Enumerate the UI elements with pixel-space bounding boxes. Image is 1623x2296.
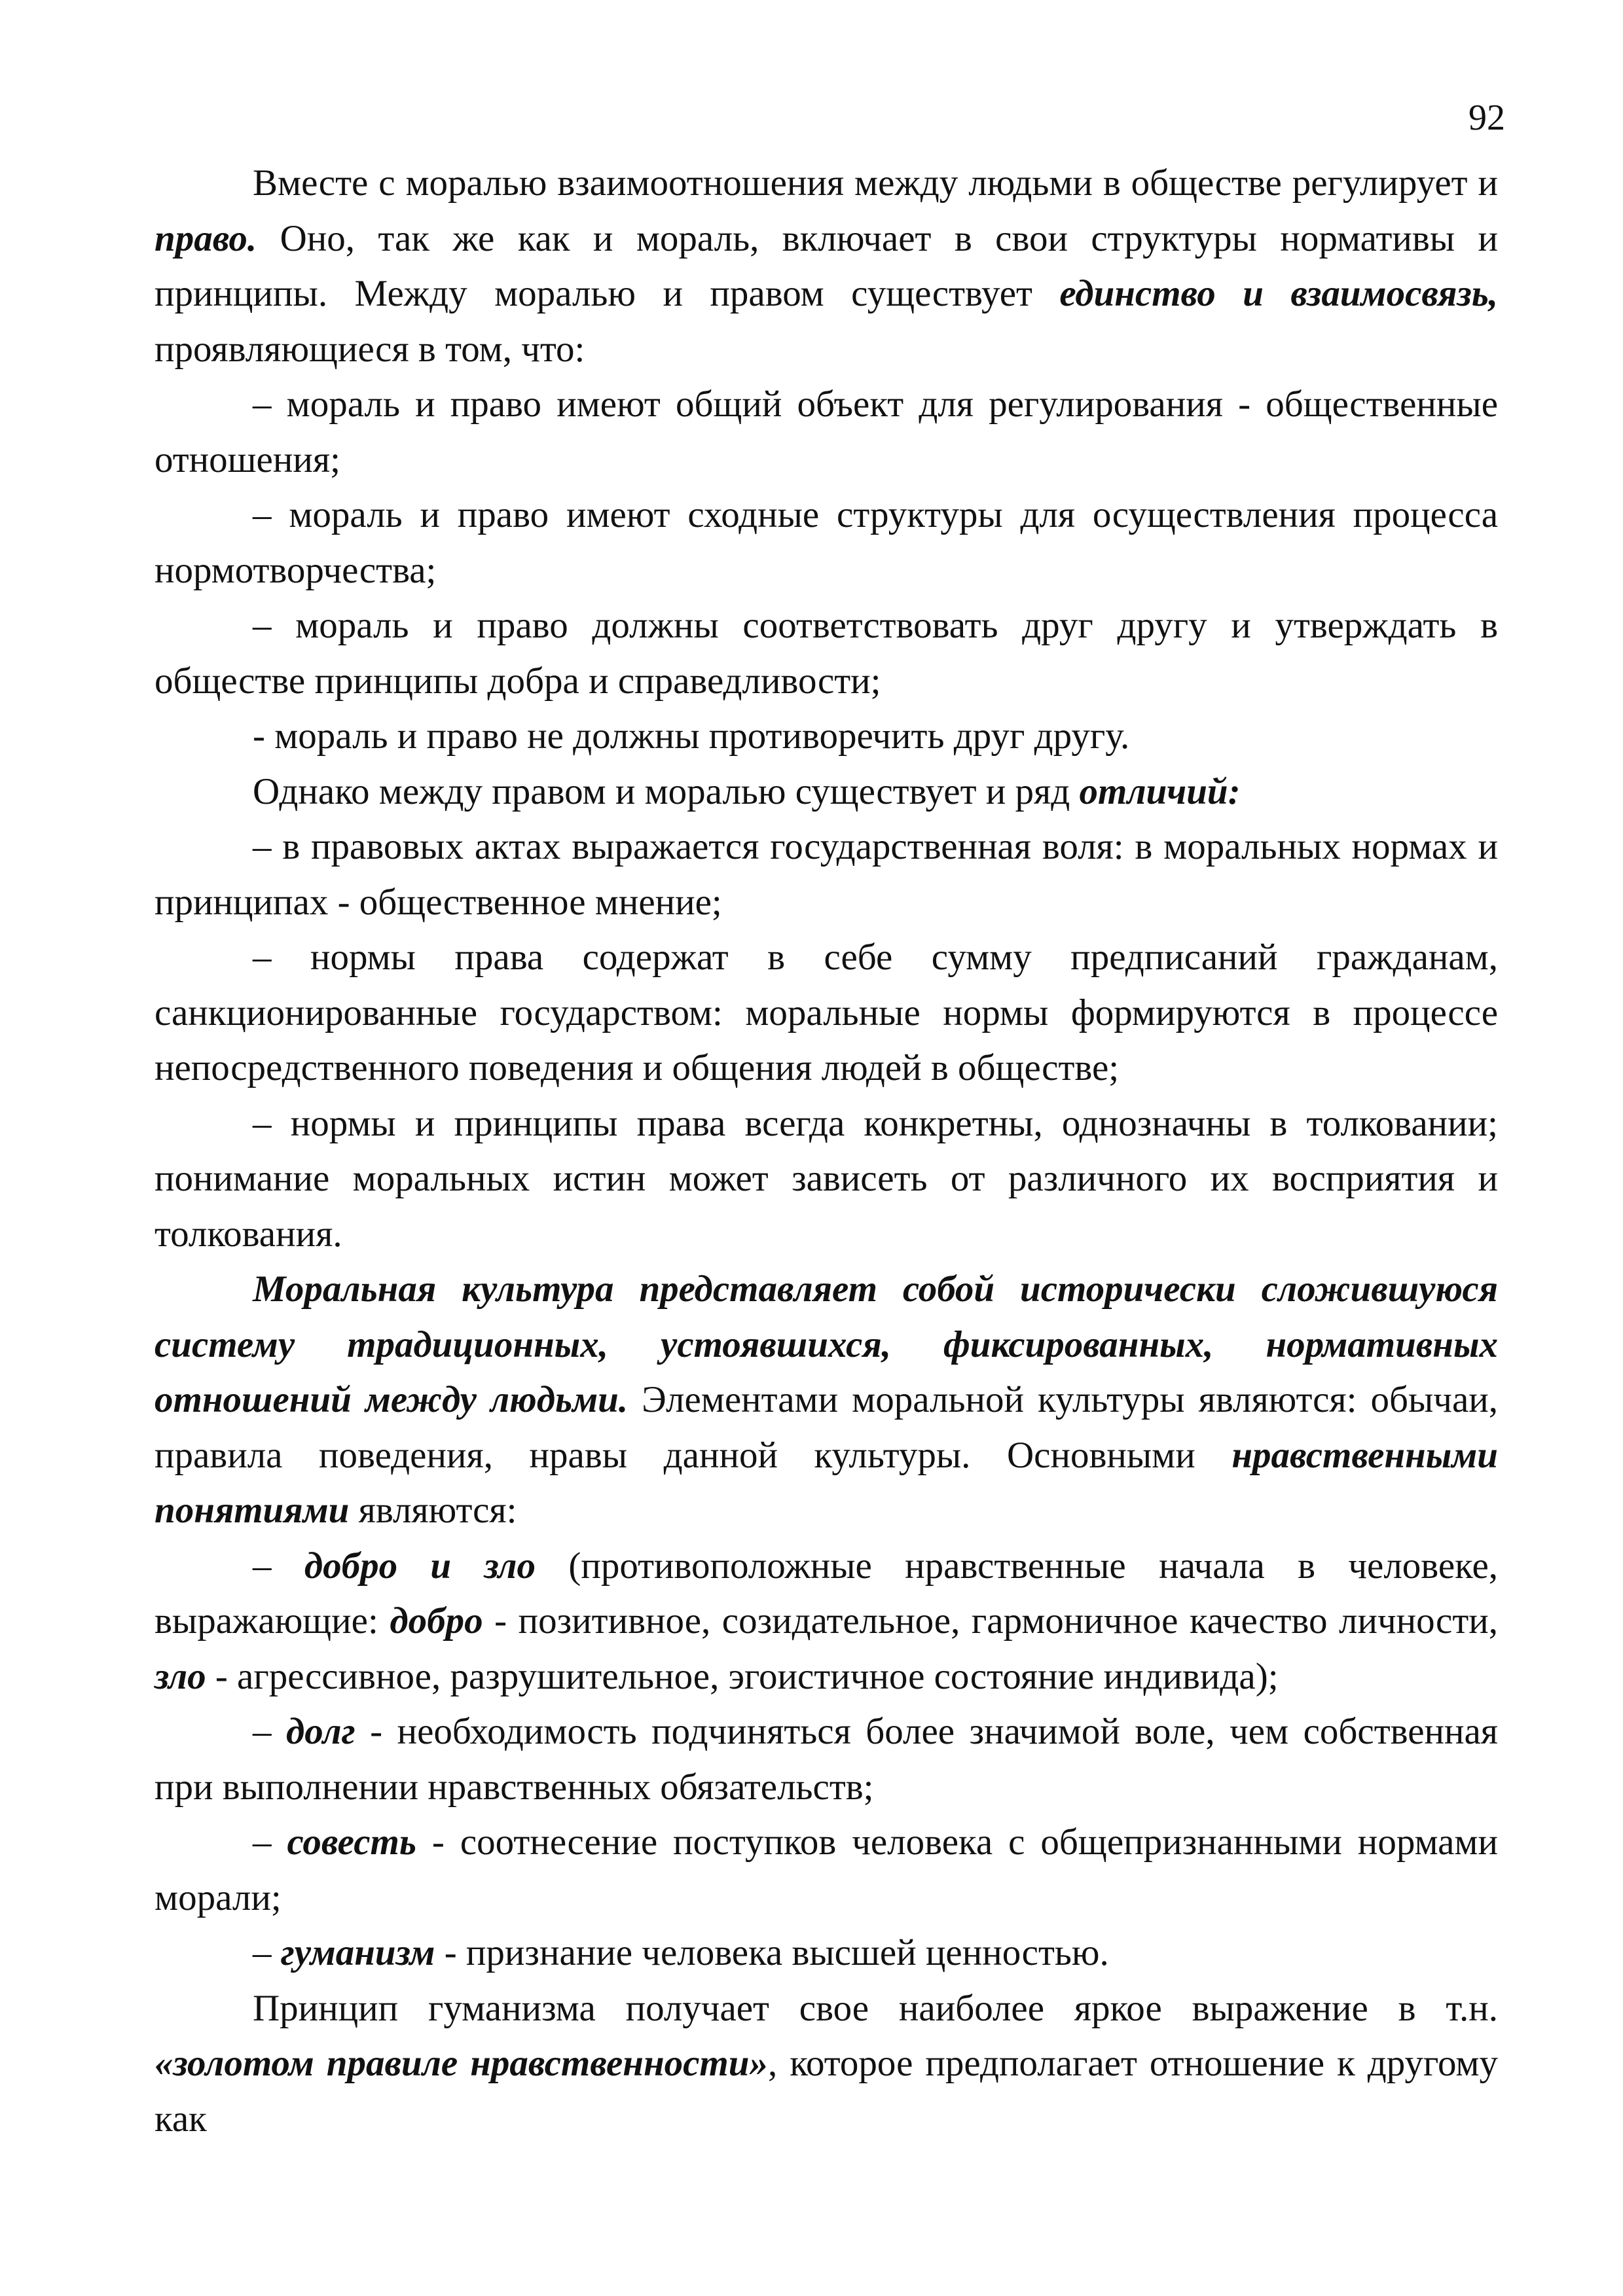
- list-item: – мораль и право имеют общий объект для регулирования - общественные отношения;: [155, 384, 1498, 480]
- page-number: 92: [1468, 98, 1505, 138]
- paragraph-intro: Вместе с моралью взаимоотношения между людьми в обществе регулирует и право. Оно, так же как и мораль, включает в свои структуры нормативы и принципы. Между моралью и правом существует единство и взаимосвязь, проявляющиеся в том, что:: [155, 162, 1499, 370]
- concept-conscience: – совесть - соотнесение поступков человека с общепризнанными нормами морали;: [155, 1821, 1499, 1918]
- term-golden-rule: «золотом правиле нравственности»: [155, 2043, 768, 2084]
- list-item: – нормы и принципы права всегда конкретны, однозначны в толковании; понимание моральных истин может зависеть от различного их восприятия и толкования.: [155, 1102, 1498, 1255]
- list-item: – в правовых актах выражается государственная воля: в моральных нормах и принципах - общественное мнение;: [155, 826, 1498, 923]
- concept-duty: – долг - необходимость подчиняться более значимой воле, чем собственная при выполнении нравственных обязательств;: [155, 1711, 1499, 1808]
- term-differences: отличий:: [1079, 770, 1241, 812]
- concept-humanism: – гуманизм - признание человека высшей ценностью.: [253, 1932, 1109, 1973]
- body-text: [155, 156, 1498, 2147]
- term-unity: единство и взаимосвязь,: [1059, 273, 1499, 314]
- term-moral-concepts: нравственными понятиями: [155, 1434, 1498, 1531]
- list-item: – мораль и право имеют сходные структуры для осуществления процесса нормотворчества;: [155, 494, 1498, 591]
- paragraph-golden-rule: Принцип гуманизма получает свое наиболее яркое выражение в т.н. «золотом правиле нравственности», которое предполагает отношение к другому как: [155, 1987, 1498, 2140]
- paragraph-moral-culture: Моральная культура представляет собой исторически сложившуюся систему традиционных, устоявшихся, фиксированных, нормативных отношений между людьми. Элементами моральной культуры являются: обычаи, правила поведения, нравы данной культуры. Основными нравственными понятиями являются:: [155, 1268, 1498, 1531]
- definition-moral-culture: Моральная культура представляет собой исторически сложившуюся систему традиционных, устоявшихся, фиксированных, нормативных отношений между людьми.: [155, 1268, 1498, 1420]
- list-item: – мораль и право должны соответствовать друг другу и утверждать в обществе принципы добра и справедливости;: [155, 605, 1498, 702]
- list-item: - мораль и право не должны противоречить друг другу.: [253, 715, 1130, 757]
- concept-good-evil: – добро и зло (противоположные нравственные начала в человеке, выражающие: добро - позитивное, созидательное, гармоничное качество личности, зло - агрессивное, разрушительное, эгоистичное состояние индивида);: [155, 1545, 1499, 1697]
- list-item: – нормы права содержат в себе сумму предписаний гражданам, санкционированные государством: моральные нормы формируются в процессе непосредственного поведения и общения людей в обществе;: [155, 937, 1498, 1088]
- paragraph-differences: Однако между правом и моралью существует и ряд отличий:: [253, 770, 1241, 812]
- term-law: право.: [155, 217, 257, 259]
